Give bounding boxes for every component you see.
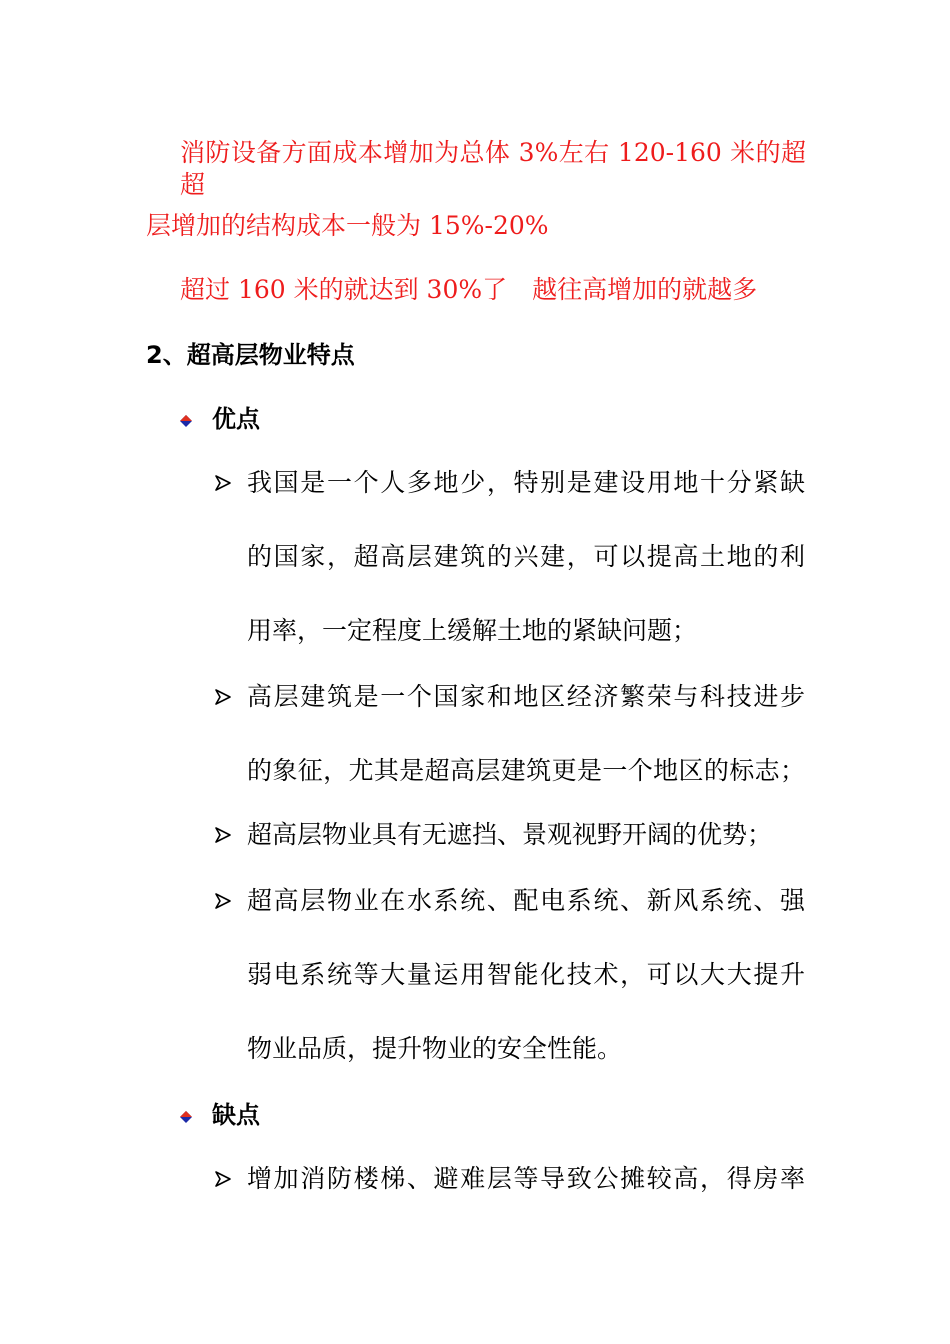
advantages-title: 优点: [212, 405, 260, 433]
intro-line-1: 消防设备方面成本增加为总体 3%左右 120-160 米的超超: [180, 138, 806, 199]
intro-line-3: 超过 160 米的就达到 30%了 越往高增加的就越多: [180, 275, 758, 304]
arrow-bullet-icon: [214, 688, 232, 706]
advantage-4-line-1: 超高层物业在水系统、配电系统、新风系统、强: [247, 886, 805, 915]
disadvantages-title: 缺点: [212, 1101, 260, 1129]
advantage-2-line-1: 高层建筑是一个国家和地区经济繁荣与科技进步: [247, 682, 805, 711]
advantage-1-line-1: 我国是一个人多地少，特别是建设用地十分紧缺: [247, 468, 805, 497]
advantage-3-line-1: 超高层物业具有无遮挡、景观视野开阔的优势；: [247, 820, 773, 849]
arrow-bullet-icon: [214, 474, 232, 492]
advantage-1-line-2: 的国家，超高层建筑的兴建，可以提高土地的利: [247, 542, 805, 571]
advantage-4-line-2: 弱电系统等大量运用智能化技术，可以大大提升: [247, 960, 805, 989]
section-heading: 2、超高层物业特点: [146, 341, 355, 369]
arrow-bullet-icon: [214, 892, 232, 910]
diamond-bullet-icon: [179, 1110, 193, 1124]
advantage-2-line-2: 的象征，尤其是超高层建筑更是一个地区的标志；: [247, 756, 805, 785]
advantage-4-line-3: 物业品质，提升物业的安全性能。: [247, 1034, 623, 1063]
diamond-bullet-icon: [179, 414, 193, 428]
arrow-bullet-icon: [214, 826, 232, 844]
arrow-bullet-icon: [214, 1170, 232, 1188]
disadvantage-1-line-1: 增加消防楼梯、避难层等导致公摊较高，得房率: [247, 1164, 805, 1193]
advantage-1-line-3: 用率，一定程度上缓解土地的紧缺问题；: [247, 616, 698, 645]
intro-line-2: 层增加的结构成本一般为 15%-20%: [146, 211, 549, 240]
